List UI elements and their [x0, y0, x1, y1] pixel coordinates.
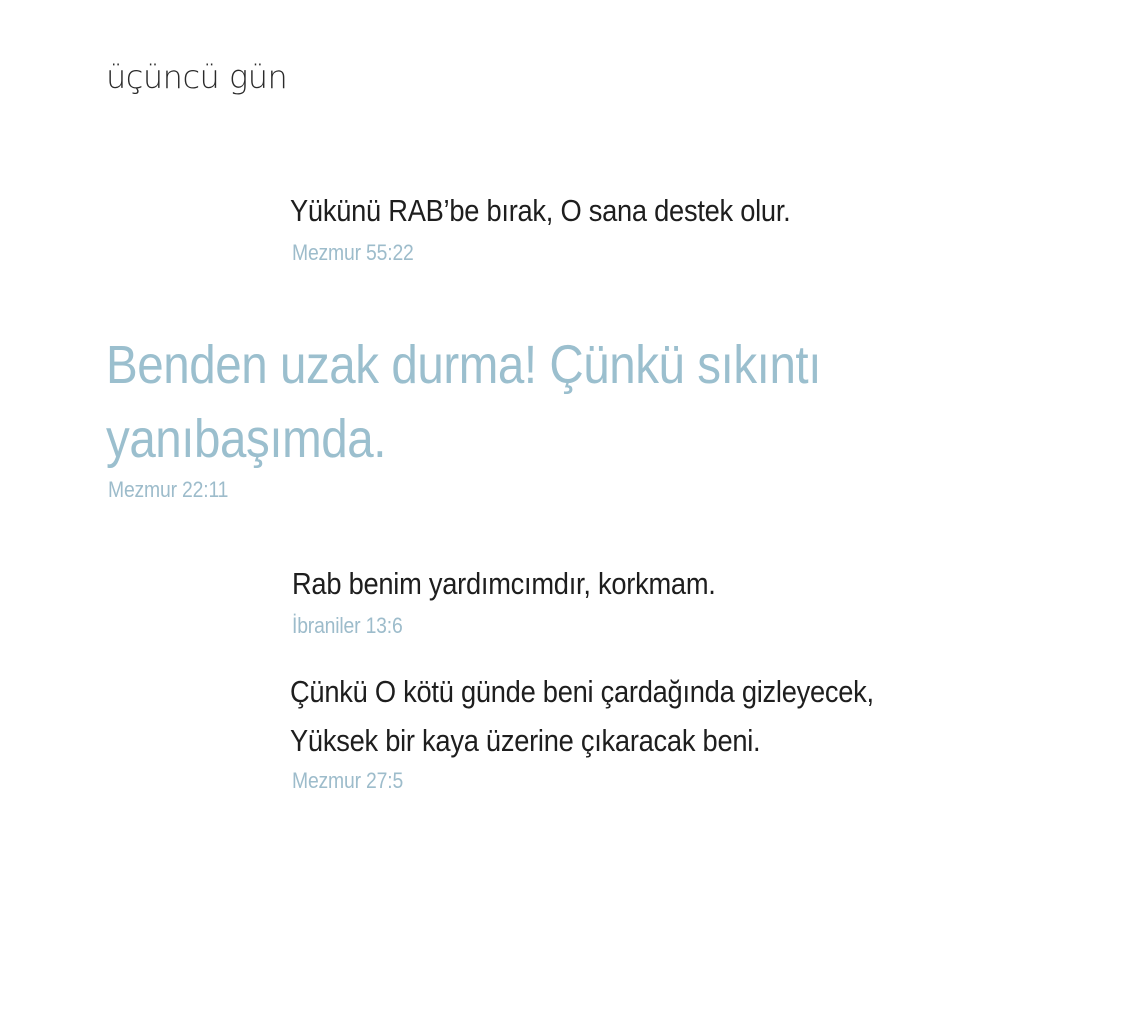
verse-line: Yüksek bir kaya üzerine çıkaracak beni. [290, 723, 761, 758]
verse-reference: İbraniler 13:6 [292, 613, 403, 638]
featured-verse-line: yanıbaşımda. [106, 409, 387, 469]
verse-reference: Mezmur 55:22 [292, 240, 414, 265]
featured-verse-reference: Mezmur 22:11 [108, 477, 229, 502]
verse-text: Yükünü RAB’be bırak, O sana destek olur. [290, 193, 791, 228]
featured-verse-line: Benden uzak durma! Çünkü sıkıntı [106, 335, 821, 395]
verse-reference: Mezmur 27:5 [292, 768, 404, 793]
page-title: üçüncü gün [106, 58, 288, 96]
verse-text: Rab benim yardımcımdır, korkmam. [292, 566, 716, 601]
verse-line: Çünkü O kötü günde beni çardağında gizleyecek, [290, 674, 874, 709]
